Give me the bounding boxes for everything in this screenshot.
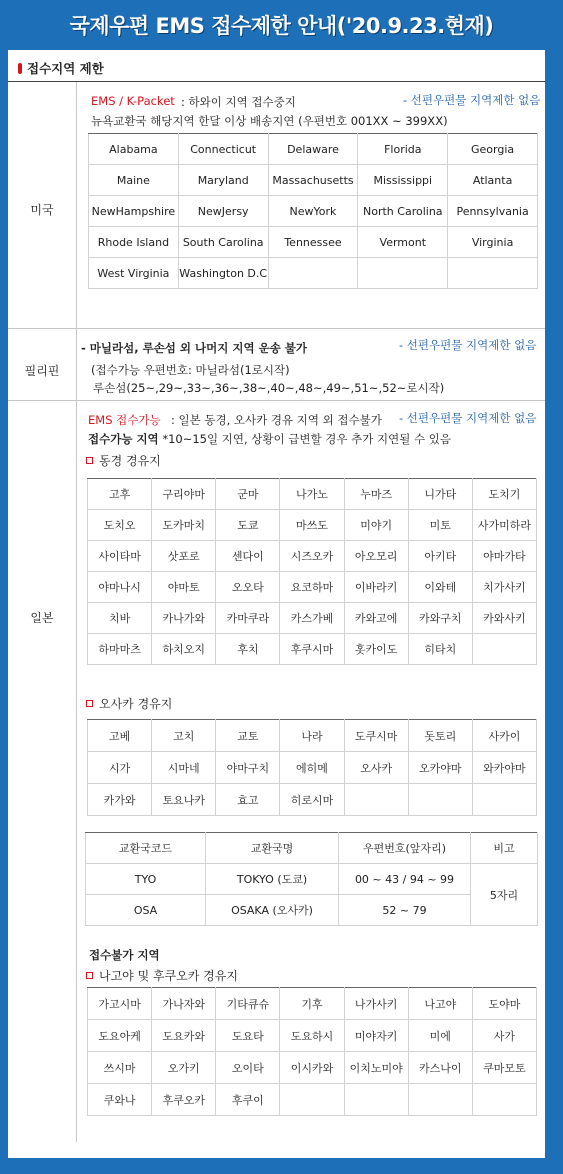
- tokyo-city-cell: 아키타: [408, 541, 472, 572]
- usa-sea-mail-note: - 선편우편물 지역제한 없음: [403, 93, 541, 107]
- usa-state-cell: Massachusetts: [268, 165, 358, 196]
- usa-state-cell: Rhode Island: [89, 227, 179, 258]
- tokyo-city-cell: 치가사키: [472, 572, 536, 603]
- osaka-subheader: 오사카 경유지: [86, 695, 172, 712]
- tokyo-city-cell: 고후: [88, 479, 152, 510]
- tokyo-city-cell: 오오타: [216, 572, 280, 603]
- square-bullet-icon: [86, 700, 93, 707]
- osaka-city-cell: 토요나카: [152, 784, 216, 816]
- tokyo-city-cell: 도쿄: [216, 510, 280, 541]
- tokyo-city-cell: 이바라키: [344, 572, 408, 603]
- usa-state-cell: Vermont: [358, 227, 448, 258]
- tokyo-city-row: [88, 541, 537, 572]
- nagoya-city-cell: 쿠마모토: [472, 1052, 536, 1084]
- usa-state-row: [89, 258, 538, 289]
- usa-state-row: [89, 227, 538, 258]
- section-title: 접수지역 제한: [27, 61, 104, 76]
- nagoya-city-cell: 나가사키: [344, 988, 408, 1020]
- nagoya-cities-table: [87, 987, 537, 1116]
- exchange-code-cell: TYO: [86, 864, 206, 895]
- nagoya-city-cell: 도요하시: [280, 1020, 344, 1052]
- nagoya-city-cell: [472, 1084, 536, 1116]
- nagoya-city-cell: 카스나이: [408, 1052, 472, 1084]
- nagoya-city-row: [88, 988, 537, 1020]
- usa-state-row: [89, 134, 538, 165]
- tokyo-city-cell: 미야기: [344, 510, 408, 541]
- usa-state-cell: Florida: [358, 134, 448, 165]
- japan-unavailable-label: 접수불가 지역: [89, 948, 160, 962]
- usa-state-cell: Delaware: [268, 134, 358, 165]
- nagoya-city-cell: 미야자키: [344, 1020, 408, 1052]
- osaka-city-cell: 야마구치: [216, 752, 280, 784]
- usa-state-cell: [358, 258, 448, 289]
- usa-state-cell: NewJersy: [178, 196, 268, 227]
- tokyo-city-cell: 도치오: [88, 510, 152, 541]
- osaka-city-cell: 히로시마: [280, 784, 344, 816]
- osaka-city-row: [88, 784, 537, 816]
- tokyo-city-cell: 요코하마: [280, 572, 344, 603]
- nagoya-city-cell: 기타큐슈: [216, 988, 280, 1020]
- tokyo-city-cell: 하치오지: [152, 634, 216, 665]
- osaka-city-cell: 나라: [280, 720, 344, 752]
- osaka-city-cell: 고치: [152, 720, 216, 752]
- osaka-city-cell: 에히메: [280, 752, 344, 784]
- philippines-postal-info: (접수가능 우편번호: 마닐라섬(1로시작): [91, 363, 290, 377]
- exchange-remark-cell: 5자리: [471, 864, 538, 926]
- usa-delay-text: 뉴욕교환국 해당지역 한달 이상 배송지연 (우편번호 001XX ~ 399XX): [91, 114, 448, 128]
- osaka-city-cell: 사카이: [472, 720, 536, 752]
- tokyo-city-cell: 야마토: [152, 572, 216, 603]
- exchange-zip-cell: 00 ~ 43 / 94 ~ 99: [339, 864, 471, 895]
- tokyo-city-row: [88, 572, 537, 603]
- osaka-cities-table: [87, 719, 537, 816]
- usa-state-cell: Maryland: [178, 165, 268, 196]
- usa-state-cell: NewHampshire: [89, 196, 179, 227]
- nagoya-city-cell: [280, 1084, 344, 1116]
- exchange-name-cell: TOKYO (도쿄): [206, 864, 339, 895]
- usa-state-row: [89, 165, 538, 196]
- usa-state-cell: Washington D.C: [178, 258, 268, 289]
- tokyo-city-cell: 구리야마: [152, 479, 216, 510]
- japan-sea-mail-note: - 선편우편물 지역제한 없음: [399, 411, 537, 425]
- exchange-header-code: 교환국코드: [86, 833, 206, 864]
- tokyo-city-cell: 히타치: [408, 634, 472, 665]
- philippines-restriction: - 마닐라섬, 루손섬 외 나머지 지역 운송 불가: [81, 341, 308, 355]
- usa-state-cell: South Carolina: [178, 227, 268, 258]
- osaka-city-cell: 카가와: [88, 784, 152, 816]
- tokyo-city-cell: 카와구치: [408, 603, 472, 634]
- nagoya-city-cell: 가고시마: [88, 988, 152, 1020]
- nagoya-city-cell: 미에: [408, 1020, 472, 1052]
- usa-state-cell: Maine: [89, 165, 179, 196]
- usa-state-cell: [448, 258, 538, 289]
- nagoya-city-cell: 사가: [472, 1020, 536, 1052]
- osaka-city-cell: 고베: [88, 720, 152, 752]
- exchange-header-remark: 비고: [471, 833, 538, 864]
- nagoya-city-row: [88, 1052, 537, 1084]
- nagoya-city-cell: 도요카와: [152, 1020, 216, 1052]
- exchange-office-table: [85, 832, 538, 926]
- country-column-divider: [76, 82, 77, 1142]
- exchange-header-zip: 우편번호(앞자리): [339, 833, 471, 864]
- tokyo-city-cell: 후쿠시마: [280, 634, 344, 665]
- usa-state-cell: Alabama: [89, 134, 179, 165]
- usa-state-cell: North Carolina: [358, 196, 448, 227]
- tokyo-city-cell: 카와사키: [472, 603, 536, 634]
- nagoya-subheader: 나고야 및 후쿠오카 경유지: [86, 967, 238, 984]
- usa-state-cell: Tennessee: [268, 227, 358, 258]
- tokyo-cities-table: [87, 478, 537, 665]
- nagoya-city-row: [88, 1084, 537, 1116]
- tokyo-city-cell: 도카마치: [152, 510, 216, 541]
- country-philippines: 필리핀: [24, 364, 60, 378]
- nagoya-city-cell: 쿠와나: [88, 1084, 152, 1116]
- tokyo-city-cell: 하마마츠: [88, 634, 152, 665]
- usa-state-cell: NewYork: [268, 196, 358, 227]
- osaka-city-cell: 돗토리: [408, 720, 472, 752]
- exchange-zip-cell: 52 ~ 79: [339, 895, 471, 926]
- tokyo-city-cell: 니가타: [408, 479, 472, 510]
- nagoya-city-cell: 기후: [280, 988, 344, 1020]
- nagoya-city-cell: 후쿠오카: [152, 1084, 216, 1116]
- osaka-city-cell: [408, 784, 472, 816]
- tokyo-city-row: [88, 603, 537, 634]
- japan-service-note: : 일본 동경, 오사카 경유 지역 외 접수불가: [171, 413, 382, 427]
- japan-available-line: 접수가능 지역 *10~15일 지연, 상황이 급변할 경우 추가 지연될 수 있음: [88, 432, 451, 446]
- tokyo-city-cell: 누마즈: [344, 479, 408, 510]
- osaka-city-cell: 오카야마: [408, 752, 472, 784]
- nagoya-city-cell: 나고야: [408, 988, 472, 1020]
- header-rule: [8, 81, 545, 82]
- japan-service-label: EMS 접수가능: [88, 413, 161, 427]
- nagoya-city-cell: 도요타: [216, 1020, 280, 1052]
- tokyo-city-cell: 야마나시: [88, 572, 152, 603]
- nagoya-city-cell: 도요아케: [88, 1020, 152, 1052]
- tokyo-city-cell: 삿포로: [152, 541, 216, 572]
- exchange-code-cell: OSA: [86, 895, 206, 926]
- tokyo-city-cell: 마쓰도: [280, 510, 344, 541]
- nagoya-city-cell: 이치노미야: [344, 1052, 408, 1084]
- tokyo-city-cell: 시즈오카: [280, 541, 344, 572]
- page-banner-title: 국제우편 EMS 접수제한 안내('20.9.23.현재): [69, 14, 494, 38]
- tokyo-city-row: [88, 510, 537, 541]
- nagoya-city-cell: 오이타: [216, 1052, 280, 1084]
- nagoya-city-cell: 쓰시마: [88, 1052, 152, 1084]
- osaka-city-cell: 와카야마: [472, 752, 536, 784]
- nagoya-city-row: [88, 1020, 537, 1052]
- square-bullet-icon: [86, 972, 93, 979]
- usa-state-cell: Virginia: [448, 227, 538, 258]
- usa-state-cell: [268, 258, 358, 289]
- tokyo-city-cell: 센다이: [216, 541, 280, 572]
- tokyo-city-cell: 야마가타: [472, 541, 536, 572]
- square-bullet-icon: [86, 457, 93, 464]
- country-usa: 미국: [30, 203, 54, 217]
- usa-state-cell: Connecticut: [178, 134, 268, 165]
- tokyo-subheader: 동경 경유지: [86, 452, 161, 469]
- tokyo-city-cell: 카스가베: [280, 603, 344, 634]
- tokyo-city-cell: 후치: [216, 634, 280, 665]
- tokyo-city-cell: 나가노: [280, 479, 344, 510]
- osaka-city-row: [88, 752, 537, 784]
- osaka-city-cell: 효고: [216, 784, 280, 816]
- usa-state-cell: Atlanta: [448, 165, 538, 196]
- nagoya-city-cell: 가나자와: [152, 988, 216, 1020]
- nagoya-city-cell: [344, 1084, 408, 1116]
- nagoya-city-cell: 도야마: [472, 988, 536, 1020]
- tokyo-city-cell: 카나가와: [152, 603, 216, 634]
- red-bullet-icon: [18, 63, 22, 74]
- nagoya-city-cell: 이시카와: [280, 1052, 344, 1084]
- tokyo-city-row: [88, 479, 537, 510]
- row-separator: [8, 400, 545, 401]
- nagoya-city-cell: [408, 1084, 472, 1116]
- tokyo-city-cell: [472, 634, 536, 665]
- content-card: [8, 50, 545, 1158]
- osaka-city-cell: 교토: [216, 720, 280, 752]
- osaka-city-cell: 시가: [88, 752, 152, 784]
- tokyo-city-cell: 사이타마: [88, 541, 152, 572]
- tokyo-city-cell: 이와테: [408, 572, 472, 603]
- usa-state-cell: West Virginia: [89, 258, 179, 289]
- nagoya-city-cell: 후쿠이: [216, 1084, 280, 1116]
- tokyo-city-cell: 도치기: [472, 479, 536, 510]
- nagoya-city-cell: 오가키: [152, 1052, 216, 1084]
- usa-state-cell: Pennsylvania: [448, 196, 538, 227]
- section-header: [18, 59, 104, 77]
- osaka-city-cell: [472, 784, 536, 816]
- usa-service-note: : 하와이 지역 접수중지: [181, 95, 296, 109]
- exchange-header-name: 교환국명: [206, 833, 339, 864]
- tokyo-city-cell: 사가미하라: [472, 510, 536, 541]
- tokyo-city-cell: 아오모리: [344, 541, 408, 572]
- row-separator: [8, 328, 545, 329]
- osaka-city-cell: 오사카: [344, 752, 408, 784]
- tokyo-city-cell: 카마쿠라: [216, 603, 280, 634]
- usa-service-label: EMS / K-Packet: [91, 94, 175, 108]
- osaka-city-cell: 도쿠시마: [344, 720, 408, 752]
- country-japan: 일본: [30, 611, 54, 625]
- tokyo-city-cell: 홋카이도: [344, 634, 408, 665]
- tokyo-city-cell: 치바: [88, 603, 152, 634]
- tokyo-city-cell: 군마: [216, 479, 280, 510]
- exchange-name-cell: OSAKA (오사카): [206, 895, 339, 926]
- osaka-city-cell: 시마네: [152, 752, 216, 784]
- usa-state-cell: Georgia: [448, 134, 538, 165]
- osaka-city-row: [88, 720, 537, 752]
- tokyo-city-row: [88, 634, 537, 665]
- tokyo-city-cell: 미토: [408, 510, 472, 541]
- usa-states-table: [88, 133, 538, 289]
- osaka-city-cell: [344, 784, 408, 816]
- usa-state-cell: Mississippi: [358, 165, 448, 196]
- philippines-sea-mail-note: - 선편우편물 지역제한 없음: [399, 338, 537, 352]
- philippines-luzon-codes: 루손섬(25~,29~,33~,36~,38~,40~,48~,49~,51~,52~로시작): [93, 381, 445, 395]
- usa-state-row: [89, 196, 538, 227]
- tokyo-city-cell: 카와고에: [344, 603, 408, 634]
